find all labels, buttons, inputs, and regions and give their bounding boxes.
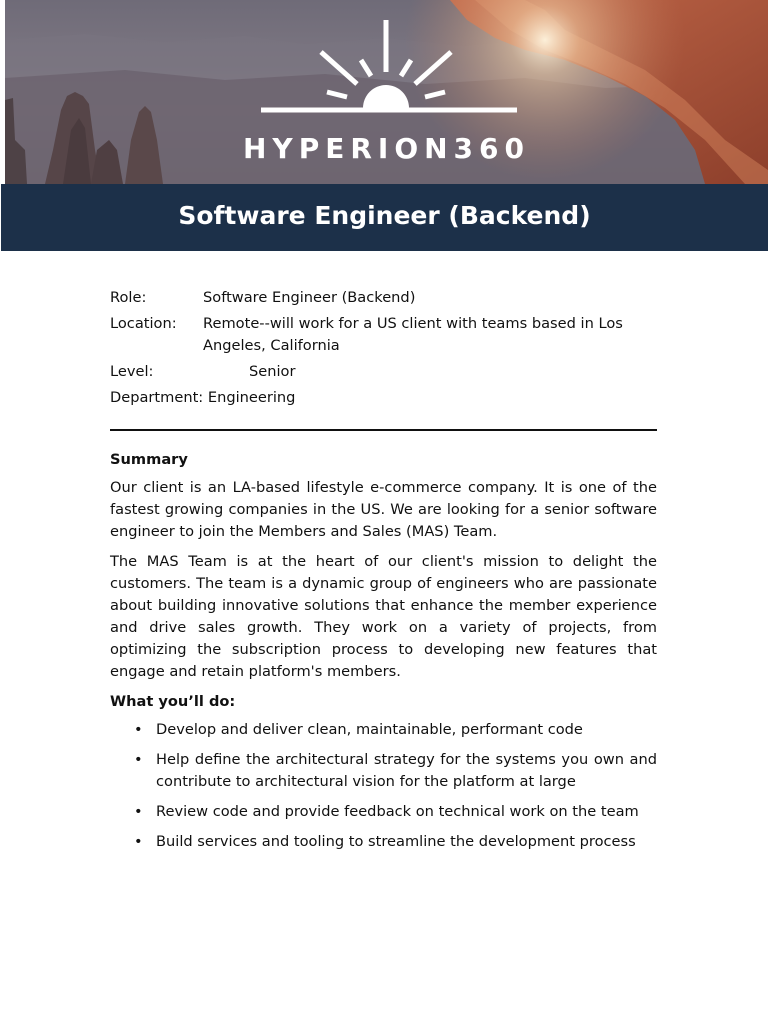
list-item (110, 801, 657, 823)
duties-heading: What you’ll do: (110, 693, 236, 710)
role-row (110, 287, 657, 309)
bullet: • (134, 833, 143, 850)
department-value: Engineering (207, 389, 296, 406)
list-item-text: Develop and deliver clean, maintainable, performant code (156, 721, 583, 738)
title-bar (1, 184, 768, 251)
company-logo (5, 0, 768, 184)
summary-heading: Summary (110, 451, 188, 468)
duties-list (110, 719, 657, 853)
header-banner (5, 0, 768, 184)
level-label: Level: (110, 363, 154, 380)
list-item-text: Help define the architectural strategy for the systems you own and contribute to architectural vision for the platform at large (156, 751, 657, 790)
role-label: Role: (110, 289, 147, 306)
section-divider (110, 429, 657, 431)
list-item (110, 719, 657, 741)
job-description (110, 287, 657, 861)
list-item-text: Build services and tooling to streamline the development process (156, 833, 636, 850)
level-value: Senior (249, 363, 296, 380)
bullet: • (134, 803, 143, 820)
department-label: Department: (110, 389, 204, 406)
location-row (110, 313, 657, 357)
location-value: Remote--will work for a US client with teams based in Los Angeles, California (203, 315, 623, 354)
summary-paragraph: Our client is an LA-based lifestyle e-commerce company. It is one of the fastest growing companies in the US. We are looking for a senior software engineer to join the Members and Sales (MAS) Team. (110, 479, 657, 540)
summary-paragraph: The MAS Team is at the heart of our client's mission to delight the customers. The team is a dynamic group of engineers who are passionate about building innovative solutions that enhance the member experience and drive sales growth. They work on a variety of projects, from optimizing the subscription process to developing new features that engage and retain platform's members. (110, 553, 657, 680)
location-label: Location: (110, 315, 177, 332)
department-row (110, 387, 657, 409)
role-value: Software Engineer (Backend) (203, 289, 416, 306)
level-row (110, 361, 657, 383)
page-title: Software Engineer (Backend) (178, 201, 591, 230)
list-item (110, 831, 657, 853)
company-name: HYPERION360 (242, 132, 531, 165)
list-item-text: Review code and provide feedback on technical work on the team (156, 803, 639, 820)
list-item (110, 749, 657, 793)
bullet: • (134, 751, 143, 768)
bullet: • (134, 721, 143, 738)
